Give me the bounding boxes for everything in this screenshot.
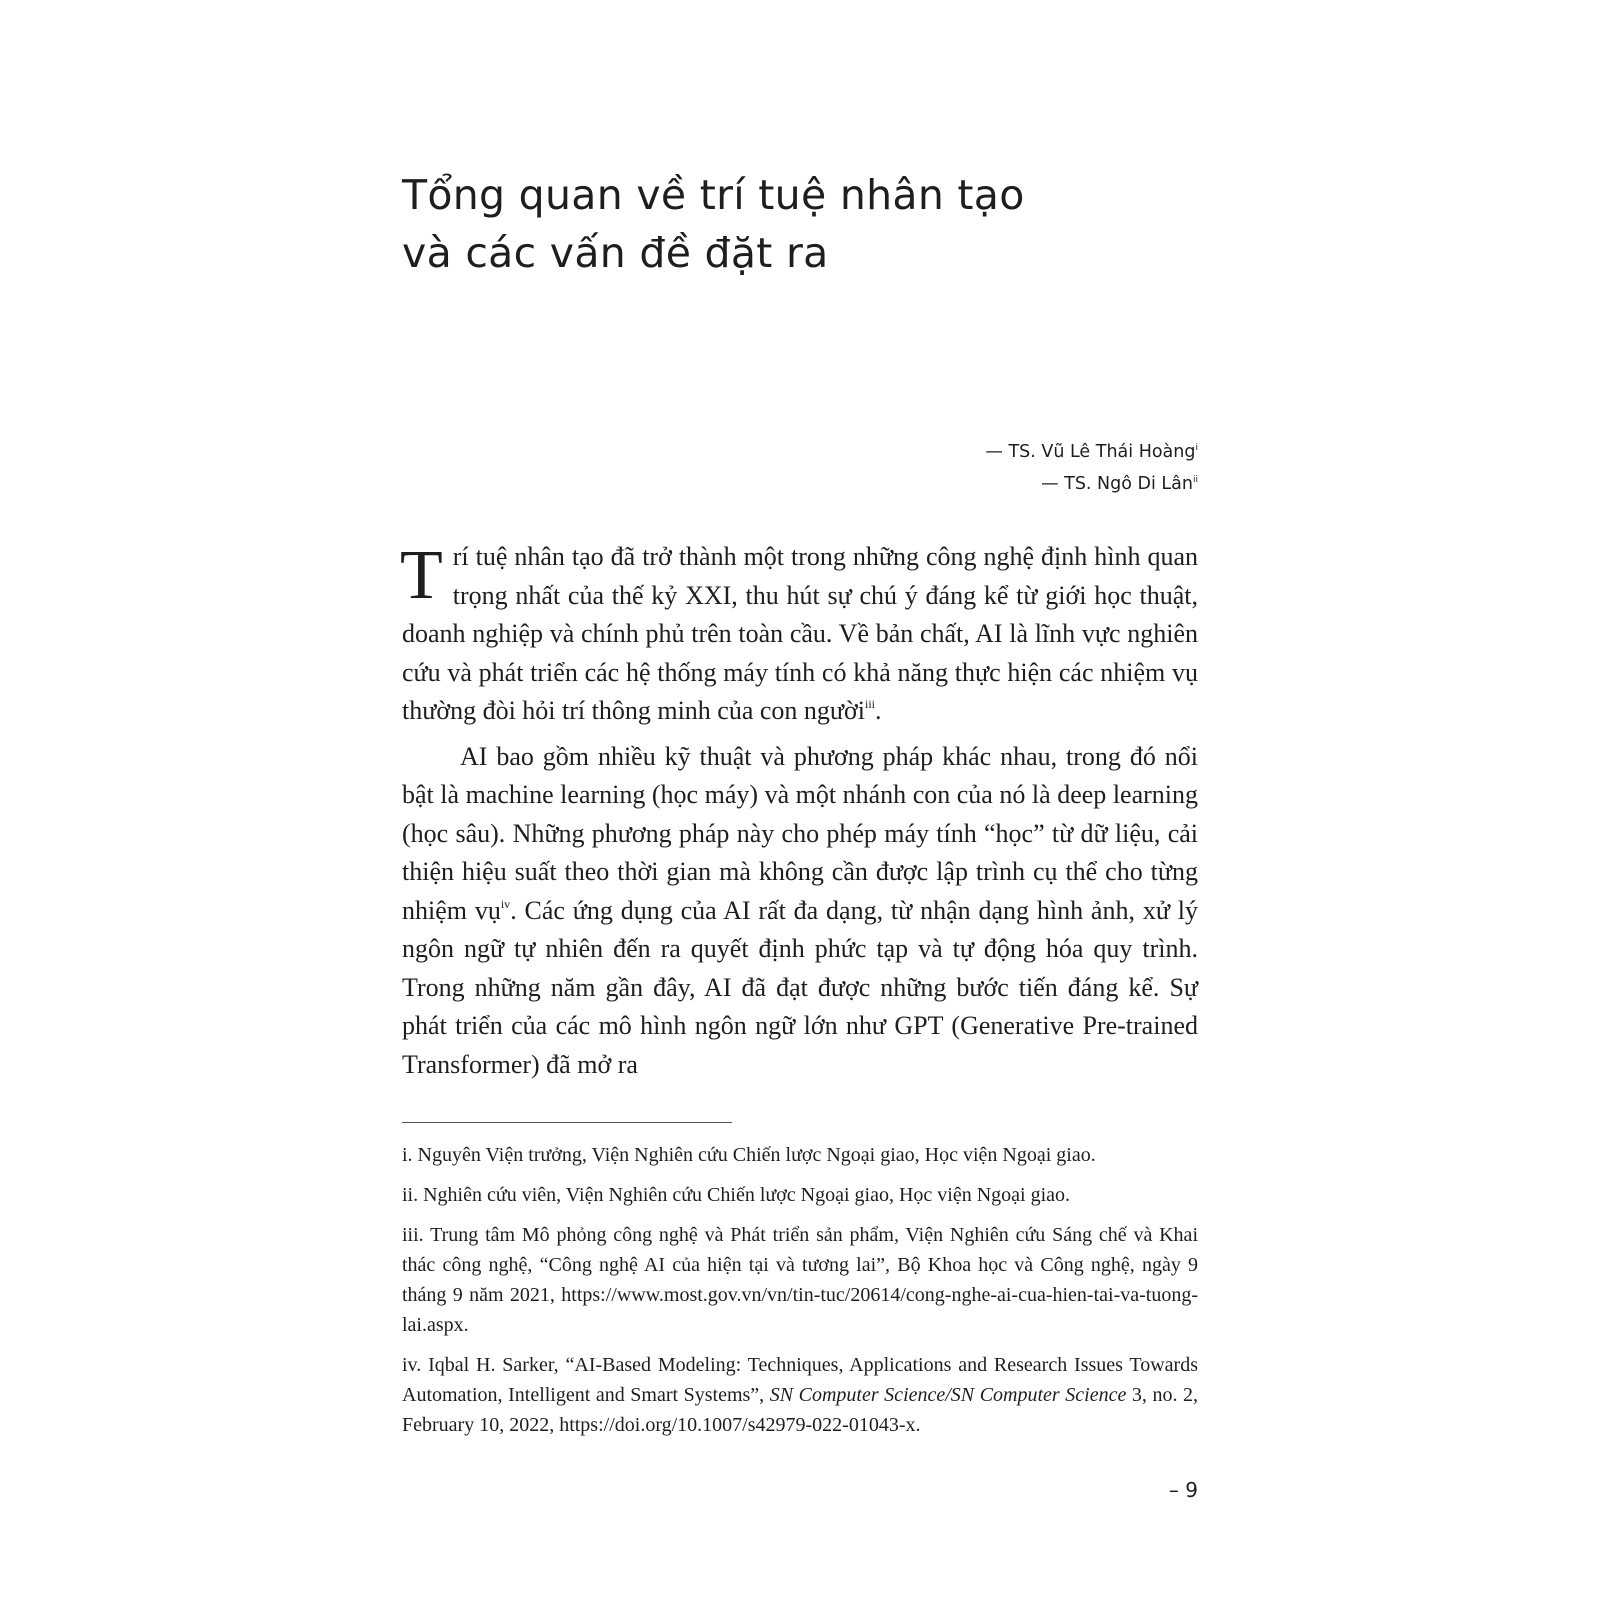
- footnote-4-text-b: 3, no. 2, February 10, 2022, https://doi.org/10.1007/s42979-022-01043-x.: [402, 1384, 1198, 1436]
- paragraph-2-text-a: AI bao gồm nhiều kỹ thuật và phương pháp khác nhau, trong đó nổi bật là machine learning (học máy) và một nhánh con của nó là deep learning (học sâu). Những phương pháp này cho phép máy tính “học” từ dữ liệu, cải thiện hiệu suất theo thời gian mà không cần được lập trình cụ thể cho từng nhiệm vụ: [402, 741, 1198, 925]
- drop-cap: T: [400, 537, 443, 614]
- author-2-name: — TS. Ngô Di Lân: [1041, 474, 1193, 494]
- paragraph-2: [402, 738, 1198, 1085]
- paragraph-1-text: rí tuệ nhân tạo đã trở thành một trong những công nghệ định hình quan trọng nhất của thế kỷ XXI, thu hút sự chú ý đáng kể từ giới học thuật, doanh nghiệp và chính phủ trên toàn cầu. Về bản chất, AI là lĩnh vực nghiên cứu và phát triển các hệ thống máy tính có khả năng thực hiện các nhiệm vụ thường đòi hỏi trí thông minh của con người: [402, 542, 1198, 725]
- note-ref-iii: iii: [864, 697, 875, 711]
- footnote-divider: [402, 1122, 732, 1123]
- footnote-4-text-a: iv. Iqbal H. Sarker, “AI-Based Modeling: Techniques, Applications and Research Issues Towards Automation, Intelligent and Smart Systems”,: [402, 1354, 1198, 1406]
- chapter-title-line-2: và các vấn đề đặt ra: [402, 229, 829, 277]
- footnote-4-journal: SN Computer Science/SN Computer Science: [769, 1384, 1127, 1406]
- author-1-name: — TS. Vũ Lê Thái Hoàng: [985, 442, 1196, 462]
- body-text: [402, 538, 1198, 1084]
- page-number: – 9: [1168, 1478, 1198, 1502]
- author-1: [700, 436, 1198, 468]
- paragraph-1-end: .: [875, 696, 882, 725]
- chapter-title: [402, 166, 1222, 282]
- author-1-note-ref: i: [1195, 443, 1198, 453]
- author-2-note-ref: ii: [1192, 475, 1198, 485]
- note-ref-iv: iv: [500, 896, 511, 911]
- author-list: [700, 436, 1198, 500]
- footnotes: [402, 1140, 1198, 1450]
- footnote-2: ii. Nghiên cứu viên, Viện Nghiên cứu Chiến lược Ngoại giao, Học viện Ngoại giao.: [402, 1184, 1071, 1206]
- paragraph-2-text-b: . Các ứng dụng của AI rất đa dạng, từ nhận dạng hình ảnh, xử lý ngôn ngữ tự nhiên đến ra quyết định phức tạp và tự động hóa quy trình. Trong những năm gần đây, AI đã đạt được những bước tiến đáng kể. Sự phát triển của các mô hình ngôn ngữ lớn như GPT (Generative Pre-trained Transformer) đã mở ra: [402, 895, 1198, 1079]
- footnote-1: i. Nguyên Viện trưởng, Viện Nghiên cứu Chiến lược Ngoại giao, Học viện Ngoại giao.: [402, 1144, 1096, 1166]
- paragraph-1: [402, 538, 1198, 731]
- author-2: [700, 468, 1198, 500]
- chapter-title-line-1: Tổng quan về trí tuệ nhân tạo: [402, 171, 1025, 219]
- footnote-4: [402, 1350, 1198, 1440]
- footnote-3: iii. Trung tâm Mô phỏng công nghệ và Phát triển sản phẩm, Viện Nghiên cứu Sáng chế và Khai thác công nghệ, “Công nghệ AI của hiện tại và tương lai”, Bộ Khoa học và Công nghệ, ngày 9 tháng 9 năm 2021, https://www.most.gov.vn/vn/tin-tuc/20614/cong-nghe-ai-cua-hien-tai-va-tuong-lai.aspx.: [402, 1224, 1198, 1336]
